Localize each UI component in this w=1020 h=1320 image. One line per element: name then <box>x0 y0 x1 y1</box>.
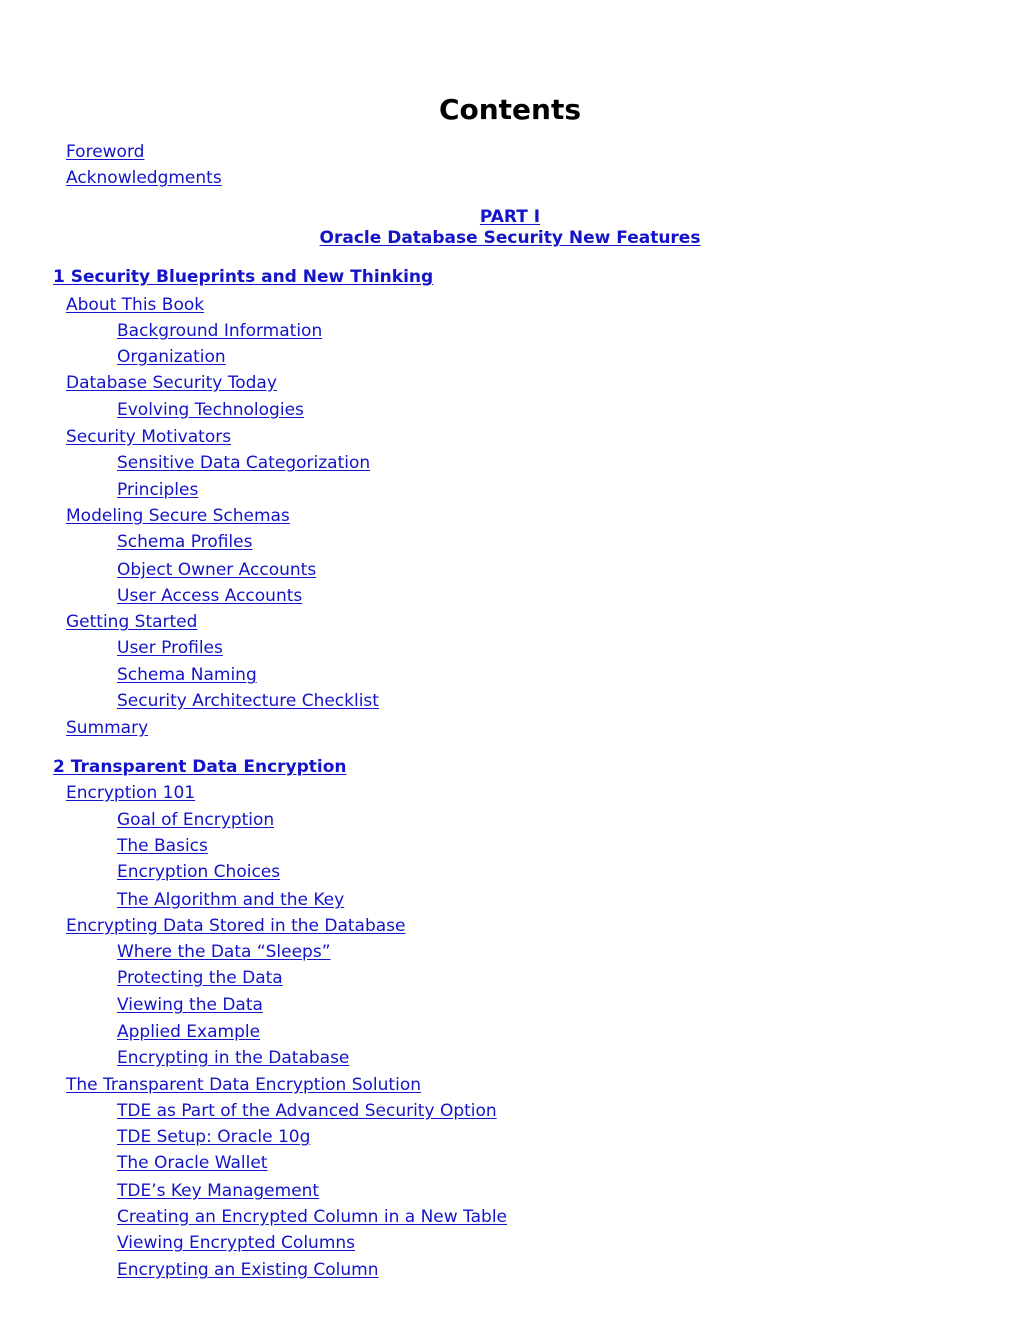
toc-link-foreword[interactable]: Foreword <box>66 142 145 162</box>
part-label-link[interactable]: PART I <box>479 207 541 227</box>
subsection-link[interactable]: Encryption Choices <box>117 862 281 882</box>
subsection-link[interactable]: Security Architecture Checklist <box>117 691 379 711</box>
section-link[interactable]: The Transparent Data Encryption Solution <box>66 1075 421 1095</box>
subsection-link[interactable]: Encrypting in the Database <box>117 1048 350 1068</box>
subsection-link[interactable]: Viewing Encrypted Columns <box>117 1233 356 1253</box>
subsection-link[interactable]: Creating an Encrypted Column in a New Table <box>117 1207 508 1227</box>
subsection-link[interactable]: TDE as Part of the Advanced Security Option <box>117 1101 497 1121</box>
section-link[interactable]: Summary <box>66 718 149 738</box>
subsection-link[interactable]: Principles <box>117 480 199 500</box>
section-link[interactable]: Security Motivators <box>66 427 232 447</box>
subsection-link[interactable]: The Oracle Wallet <box>117 1153 268 1173</box>
page-title: Contents <box>438 93 582 126</box>
subsection-link[interactable]: User Profiles <box>117 638 223 658</box>
subsection-link[interactable]: Schema Profiles <box>117 532 253 552</box>
subsection-link[interactable]: Encrypting an Existing Column <box>117 1260 379 1280</box>
chapter-1-link[interactable]: 1 Security Blueprints and New Thinking <box>53 267 434 287</box>
section-link[interactable]: Modeling Secure Schemas <box>66 506 290 526</box>
subsection-link[interactable]: Protecting the Data <box>117 968 283 988</box>
section-link[interactable]: Getting Started <box>66 612 198 632</box>
subsection-link[interactable]: Schema Naming <box>117 665 257 685</box>
subsection-link[interactable]: Background Information <box>117 321 323 341</box>
subsection-link[interactable]: Evolving Technologies <box>117 400 304 420</box>
section-link[interactable]: About This Book <box>66 295 205 315</box>
subsection-link[interactable]: The Algorithm and the Key <box>117 890 345 910</box>
section-link[interactable]: Encrypting Data Stored in the Database <box>66 916 406 936</box>
section-link[interactable]: Database Security Today <box>66 373 277 393</box>
subsection-link[interactable]: The Basics <box>117 836 208 856</box>
subsection-link[interactable]: Goal of Encryption <box>117 810 275 830</box>
subsection-link[interactable]: Viewing the Data <box>117 995 263 1015</box>
subsection-link[interactable]: Sensitive Data Categorization <box>117 453 371 473</box>
subsection-link[interactable]: Where the Data “Sleeps” <box>117 942 331 962</box>
subsection-link[interactable]: Object Owner Accounts <box>117 560 317 580</box>
subsection-link[interactable]: Organization <box>117 347 226 367</box>
subsection-link[interactable]: TDE Setup: Oracle 10g <box>117 1127 311 1147</box>
subsection-link[interactable]: TDE’s Key Management <box>117 1181 320 1201</box>
part-title-link[interactable]: Oracle Database Security New Features <box>319 228 701 248</box>
section-link[interactable]: Encryption 101 <box>66 783 196 803</box>
toc-link-acknowledgments[interactable]: Acknowledgments <box>66 168 222 188</box>
chapter-2-link[interactable]: 2 Transparent Data Encryption <box>53 757 347 777</box>
subsection-link[interactable]: User Access Accounts <box>117 586 303 606</box>
subsection-link[interactable]: Applied Example <box>117 1022 261 1042</box>
